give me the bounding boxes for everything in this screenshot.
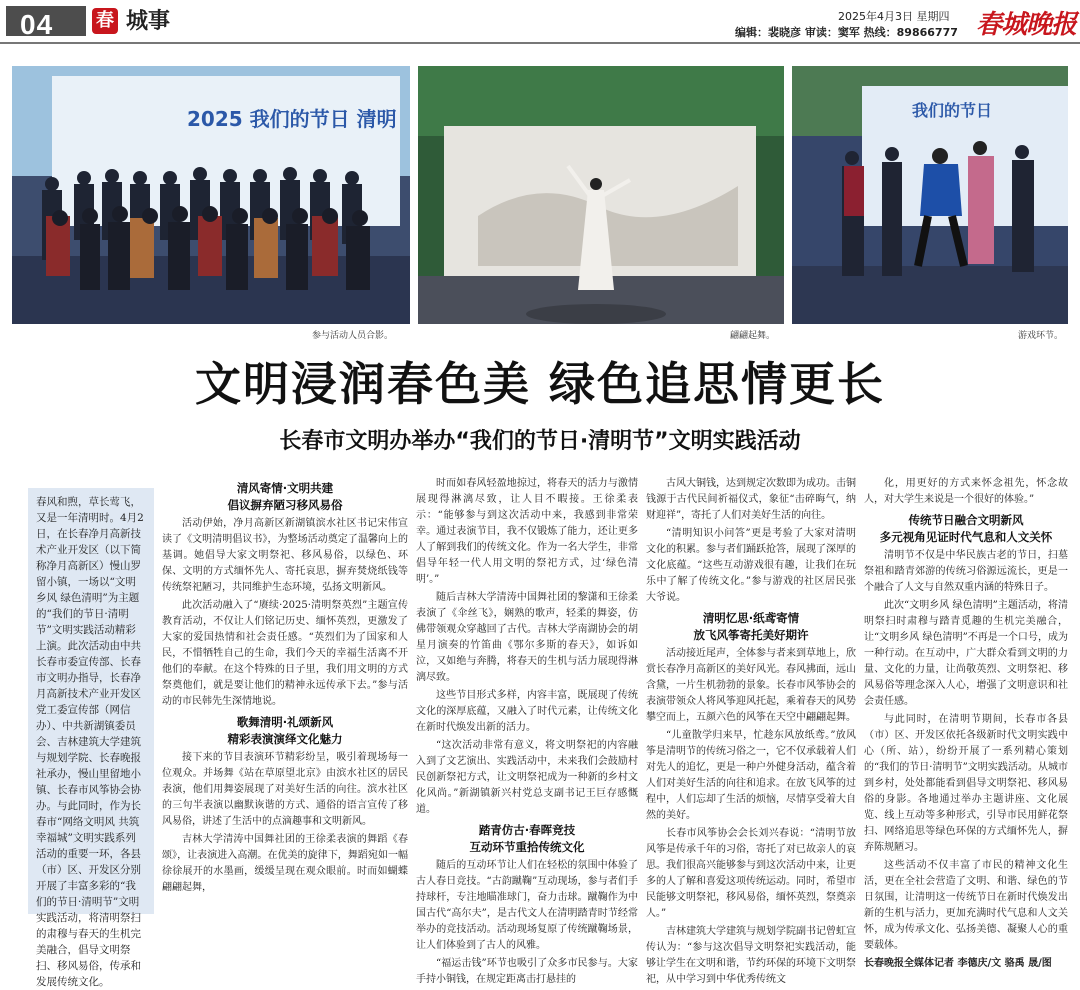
- article-column: [646, 476, 856, 985]
- section-title: 城事: [126, 9, 171, 34]
- header-rule: [0, 42, 1080, 44]
- paragraph: 活动接近尾声，全体参与者来到草地上，欣赏长春净月高新区的美好风光。春风拂面，远山含黛，一片生机勃勃的景象。长春市风筝协会的表演带领众人将风筝迎风托起，乘着春天的风势攀空而上，五颜六色的风筝在天空中翩翩起舞。: [646, 648, 856, 723]
- paragraph: 活动伊始，净月高新区新湖镇滨水社区书记宋伟宣读了《文明清明倡议书》，为整场活动奠定了温馨向上的基调。她倡导大家文明祭祀、移风易俗，以绿色、环保、文明的方式缅怀先人、寄托哀思，摒弃焚烧纸钱等传统祭祀陋习，共同维护生态环境，弘扬文明新风。: [162, 518, 408, 593]
- page-number-box: [6, 6, 86, 40]
- paragraph: 与此同时，在清明节期间，长春市各县（市）区、开发区依托各级新时代文明实践中心（所、站），纷纷开展了一系列精心策划的“我们的节日·清明节”文明实践活动。从城市到乡村，处处都能看到倡导文明祭祀、移风易俗的身影。各地通过举办主题讲座、文化展览、线上互动等多种形式，引导市民用鲜花祭扫、网络追思等绿色环保的方式缅怀先人，摒弃陈规陋习。: [864, 714, 1068, 853]
- article-column: [416, 476, 638, 985]
- paragraph: “这次活动非常有意义，将文明祭祀的内容融入到了文艺演出、实践活动中，未来我们会鼓励村民创新祭祀方式，让文明祭祀成为一种新的乡村文化风尚。”新湖镇新兴村党总支副书记王巨存感慨道。: [416, 740, 638, 815]
- paragraph: “福运击钱”环节也吸引了众多市民参与。大家手持小铜钱，在规定距离击打悬挂的: [416, 958, 638, 985]
- paragraph: 随后的互动环节让人们在轻松的氛围中体验了古人春日竞技。“古韵蹴鞠”互动现场，参与者们手持球杆，专注地瞄准球门，奋力击球。蹴鞠作为中国古代“高尔夫”，是古代文人在清明踏青时节经常举办的竞技活动。活动现场复原了传统蹴鞠场景，让人们体验到了古人的风雅。: [416, 860, 638, 951]
- section-heading: [162, 480, 408, 514]
- masthead-logo: 春城晚报: [976, 10, 1077, 40]
- byline: 长春晚报全媒体记者 李德庆/文 骆禹 晟/图: [864, 958, 1052, 969]
- section-heading-line: 清风寄情·文明共建: [236, 481, 334, 495]
- page-number: 04: [20, 9, 54, 40]
- photo-caption: 参与活动人员合影。: [312, 331, 394, 341]
- photo-dance: [418, 66, 784, 324]
- article-column: [864, 476, 1068, 969]
- section-heading-line: 倡议摒弃陋习移风易俗: [227, 498, 343, 512]
- paragraph: “儿童散学归来早，忙趁东风放纸鸢。”放风筝是清明节的传统习俗之一，它不仅承载着人们对先人的追忆，更是一种户外健身活动，蕴含着人们对美好生活的向往和追求。在放飞风筝的过程中，人们忘却了生活的烦恼，尽情享受着大自然的美好。: [646, 730, 856, 821]
- page-header: [0, 0, 1080, 46]
- photo-banner-text: 我们的节日: [912, 101, 993, 120]
- photo-group: [12, 66, 410, 324]
- section-heading-line: 放飞风筝寄托美好期许: [693, 628, 809, 642]
- paragraph: 长春市风筝协会会长刘兴春说：“清明节放风筝是传承千年的习俗，寄托了对已故亲人的哀思。我们很高兴能够参与到这次活动中来，让更多的人了解和喜爱这项传统运动。同时，希望市民能够文明祭祀，移风易俗，缅怀英烈，祭奠亲人。”: [646, 828, 856, 919]
- section-heading-line: 歌舞清明·礼颂新风: [236, 715, 334, 729]
- paragraph: 时而如春风轻盈地掠过，将春天的活力与激情展现得淋漓尽致，让人目不暇接。王徐柔表示：“能够参与到这次活动中来，我感到非常荣幸。通过表演节目，我不仅锻炼了能力，还让更多人了解到我们的传统文化。作为一名大学生，非常倡导年轻一代人用文明的祭祀方式，过‘绿色清明’。”: [416, 478, 638, 585]
- editor-info: 编辑：裴晓彦 审读：窦军 热线：89866777: [735, 26, 958, 39]
- photo-games: [792, 66, 1068, 324]
- article-subheadline: 长春市文明办举办“我们的节日·清明节”文明实践活动: [279, 429, 801, 454]
- section-heading-line: 清明忆思·纸鸢寄情: [702, 611, 800, 625]
- issue-date: 2025年4月3日 星期四: [838, 10, 950, 23]
- section-heading: [416, 822, 638, 856]
- paragraph: “清明知识小问答”更是考验了大家对清明文化的积累。参与者们踊跃抢答，展现了深厚的文化底蕴。“这些互动游戏很有趣，让我们在玩乐中了解了传统文化。”参与游戏的社区居民张大爷说。: [646, 528, 856, 603]
- photo-banner-text: 2025 我们的节日 清明: [187, 107, 397, 131]
- section-heading-line: 踏青仿古·春晖竞技: [478, 823, 576, 837]
- article-headline: 文明浸润春色美 绿色追思情更长: [194, 357, 885, 411]
- paragraph: 随后吉林大学清涛中国舞社团的黎潇和王徐柔表演了《伞丝飞》，娴熟的歌声，轻柔的舞姿，仿佛带领观众穿越回了古代。吉林大学南湖协会的胡星月演奏的竹笛曲《鄂尔多斯的春天》，如诉如泣，又如绝与奔腾，将春天的生机与活力展现得淋漓尽致。: [416, 592, 638, 683]
- paragraph: 这些活动不仅丰富了市民的精神文化生活，更在全社会营造了文明、和谐、绿色的节日氛围，让清明这一传统节日在新时代焕发出新的生机与活力，更加充满时代气息和人文关怀，成为传承文化、弘扬美德、凝聚人心的重要载体。: [864, 860, 1068, 951]
- newspaper-logo-icon: 春: [92, 8, 118, 34]
- section-heading-line: 精彩表演演绎文化魅力: [227, 732, 343, 746]
- article-column: [162, 476, 408, 920]
- paragraph: 化，用更好的方式来怀念祖先，怀念故人，对大学生来说是一个很好的体验。”: [864, 478, 1068, 505]
- paragraph: 此次活动融入了“赓续·2025·清明祭英烈”主题宣传教育活动，不仅让人们铭记历史、缅怀英烈，更激发了大家的爱国热情和社会责任感。“英烈们为了国家和人民，不惜牺牲自己的生命，我们今天的幸福生活离不开他们的奉献。在这个特殊的日子里，我们用文明的方式祭奠他们，就是要让他们的精神永远传承下去。”参与活动的市民韩先生深情地说。: [162, 600, 408, 707]
- paragraph: 接下来的节目表演环节精彩纷呈，吸引着现场每一位观众。并场舞《站在草原望北京》由滨水社区的居民表演，他们用舞姿展现了对美好生活的向往。滨水社区的三句半表演以幽默诙谐的方式、通俗的语言宣传了移风易俗，讲述了生活中的点滴趣事和文明新风。: [162, 752, 408, 827]
- lead-paragraph: 春风和煦，草长莺飞，又是一年清明时。4月2日，在长春净月高新技术产业开发区（以下简称净月高新区）慢山罗留小镇，一场以“文明乡风 绿色清明”为主题的“我们的节日·清明节”文明实践活动精彩上演。此次活动由中共长春市委宣传部、长春市文明办指导，长春净月高新技术产业开发区党工委宣传部（网信办）、中共新湖镇委员会、吉林建筑大学建筑与规划学院、长春晚报社承办，慢山里留地小镇、长春市风筝协会协办。与此同时，作为长春市“网络文明风 共筑幸福城”文明实践系列活动的重要一环，各县（市）区、开发区分别开展了丰富多彩的“我们的节日·清明节”文明实践活动，将清明祭扫的肃穆与春天的生机完美融合，倡导文明祭扫、移风易俗，传承和发展传统文化。: [28, 488, 154, 914]
- section-heading-line: 多元视角见证时代气息和人文关怀: [879, 530, 1053, 544]
- section-heading: [162, 714, 408, 748]
- photo-caption: 翩翩起舞。: [730, 331, 776, 341]
- section-heading-line: 互动环节重拾传统文化: [469, 840, 585, 854]
- paragraph: 清明节不仅是中华民族古老的节日，扫墓祭祖和踏青郊游的传统习俗源远流长，更是一个融合了人文与自然双重内涵的特殊日子。: [864, 550, 1068, 593]
- photo-caption: 游戏环节。: [1018, 331, 1064, 341]
- paragraph: 吉林大学清涛中国舞社团的王徐柔表演的舞蹈《春颂》，让表演进入高潮。在优美的旋律下，舞蹈宛如一幅徐徐展开的水墨画，缓缓呈现在观众眼前。时而如蝴蝶翩翩起舞，: [162, 834, 408, 893]
- paragraph: 古风大铜钱，达到规定次数即为成功。击铜钱源于古代民间祈福仪式，象征“击碎晦气，纳财迎祥”，寄托了人们对美好生活的向往。: [646, 478, 856, 521]
- section-heading: [864, 512, 1068, 546]
- section-heading: [646, 610, 856, 644]
- paragraph: 吉林建筑大学建筑与规划学院副书记曾虹宣传认为：“参与这次倡导文明祭祀实践活动，能够让学生在文明和谐，节约环保的环境下文明祭祀，从中学习到中华优秀传统文: [646, 926, 856, 985]
- paragraph: 此次“文明乡风 绿色清明”主题活动，将清明祭扫时肃穆与踏青觅趣的生机完美融合，让“文明乡风 绿色清明”不再是一个口号，成为一种行动。在互动中，广大群众看到文明的力量、文化的力量，让尚敬英烈、文明祭祀、移风易俗等理念深入人心，增强了文明意识和社会责任感。: [864, 600, 1068, 707]
- section-heading-line: 传统节日融合文明新风: [908, 513, 1024, 527]
- paragraph: 这些节目形式多样，内容丰富，既展现了传统文化的深厚底蕴，又融入了时代元素，让传统文化在新时代焕发出新的活力。: [416, 690, 638, 733]
